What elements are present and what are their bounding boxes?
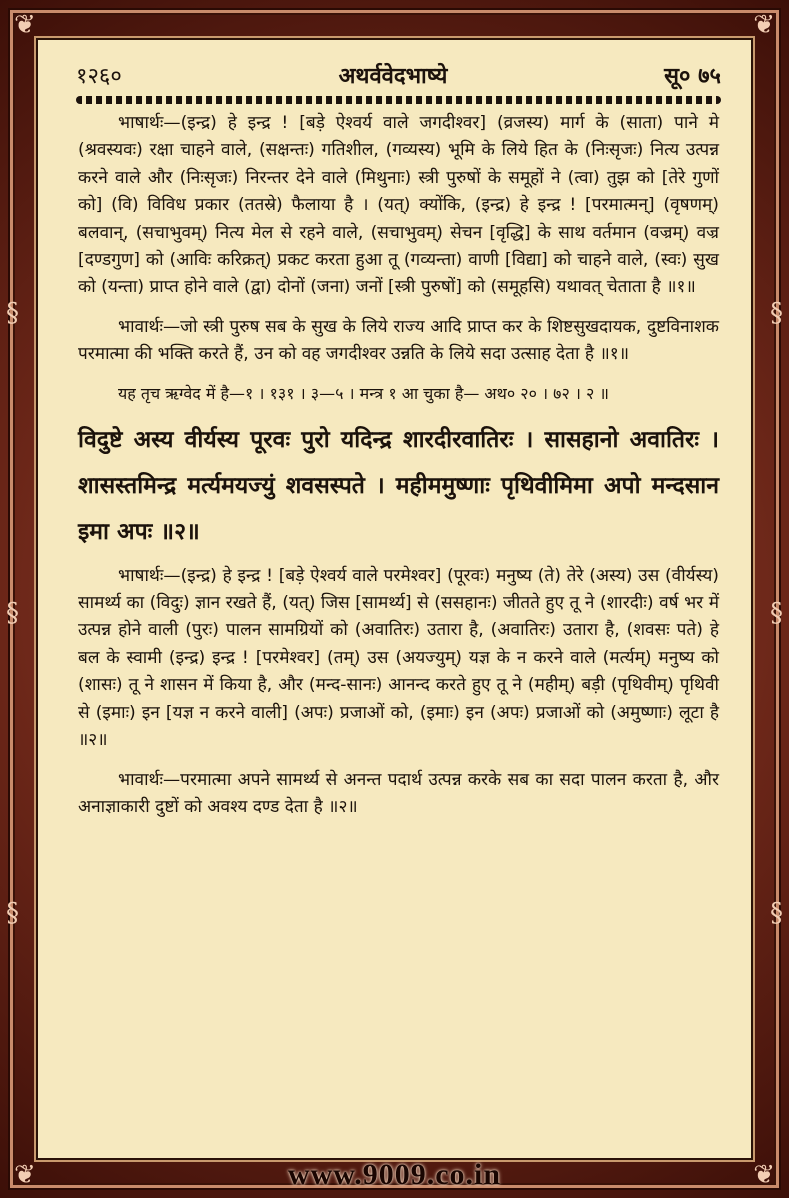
swirl-ornament-icon: § bbox=[770, 898, 783, 928]
reference-note: यह तृच ऋग्वेद में है—१ । १३१ । ३—५ । मन्त्र १ आ चुका है— अथ० २० । ७२ । २ ॥ bbox=[118, 383, 610, 403]
mantra-verse: विदुष्टे अस्य वीर्यस्य पूरवः पुरो यदिन्द्र शारदीरवातिरः । सासहानो अवातिरः । शासस्तमिन्द्र मर्त्यमयज्युं शवसस्पते । महीममुष्णाः पृथिवीमिमा अपो मन्दसान इमा अपः ॥२॥ bbox=[78, 425, 719, 545]
swirl-ornament-icon: § bbox=[6, 898, 19, 928]
scanned-page bbox=[36, 38, 753, 1160]
swirl-ornament-icon: § bbox=[6, 298, 19, 328]
page-header bbox=[76, 58, 721, 92]
swirl-ornament-icon: § bbox=[6, 598, 19, 628]
swirl-ornament-icon: § bbox=[770, 298, 783, 328]
swirl-ornament-icon: § bbox=[770, 598, 783, 628]
translation-paragraph-2: भाषार्थः—(इन्द्र) हे इन्द्र ! [बड़े ऐश्वर्य वाले परमेश्वर] (पूरवः) मनुष्य (ते) तेरे (अस्य) उस (वीर्यस्य) सामर्थ्य का (विदुः) ज्ञान रखते हैं, (यत्) जिस [सामर्थ्य] से (ससहानः) जीतते हुए तू ने (शारदीः) वर्ष भर में उत्पन्न होने वाली (पुरः) पालन सामग्रियों को (अवातिरः) उतारा है, (अवातिरः) उतारा है, (शवसः पते) हे बल के स्वामी (इन्द्र) इन्द्र ! [परमेश्वर] (तम्) उस (अयज्युम्) यज्ञ के न करने वाले (मर्त्यम्) मनुष्य को (शासः) तू ने शासन में किया है, और (मन्द-सानः) आनन्द करते हुए तू ने (महीम्) बड़ी (पृथिवीम्) पृथिवी से (इमाः) इन [यज्ञ न करने वाली] (अपः) प्रजाओं को, (इमाः) इन (अपः) प्रजाओं को (अमुष्णाः) लूटा है ॥२॥ bbox=[78, 565, 719, 751]
swirl-ornament-icon: ❦ bbox=[14, 10, 36, 40]
swirl-ornament-icon: ❦ bbox=[14, 1160, 36, 1190]
translation-paragraph-1: भाषार्थः—(इन्द्र) हे इन्द्र ! [बड़े ऐश्वर्य वाले जगदीश्वर] (व्रजस्य) मार्ग के (साता) पाने मे (श्रवस्यवः) रक्षा चाहने वाले, (सक्षन्तः) गतिशील, (गव्यस्य) भूमि के लिये हित के (निःसृजः) नित्य उत्पन्न करने वाले और (निःसृजः) निरन्तर देने वाले (मिथुनाः) स्त्री पुरुषों के समूहों ने (त्वा) तुझ को [तेरे गुणों को] (वि) विविध प्रकार (ततस्रे) फैलाया है । (यत्) क्योंकि, (इन्द्र) हे इन्द्र ! [परमात्मन्] (वृषणम्) बलवान्, (सचाभुवम्) नित्य मेल से रहने वाले, (सचाभुवम्) सेचन [वृद्धि] के साथ वर्तमान (वज्रम्) वज्र [दण्डगुण] को (आविः करिक्रत्) प्रकट करता हुआ तू (गव्यन्ता) वाणी [विद्या] को चाहने वाले, (स्वः) सुख को (यन्ता) प्राप्त होने वाले (द्वा) दोनों (जना) जनों [स्त्री पुरुषों] को (समूहसि) यथावत् चेताता है ॥१॥ bbox=[78, 113, 719, 298]
swirl-ornament-icon: ❦ bbox=[753, 10, 775, 40]
page-body bbox=[78, 110, 719, 821]
bhavartha-paragraph-2: भावार्थः—परमात्मा अपने सामर्थ्य से अनन्त पदार्थ उत्पन्न करके सब का सदा पालन करता है, और अनाज्ञाकारी दुष्टों को अवश्य दण्ड देता है ॥२॥ bbox=[78, 769, 719, 817]
sukta-number: सू० ७५ bbox=[664, 63, 721, 89]
header-divider bbox=[76, 96, 721, 104]
page-number: १२६० bbox=[76, 64, 122, 89]
watermark-url: www.9009.co.in bbox=[287, 1158, 502, 1191]
book-title: अथर्ववेदभाष्ये bbox=[338, 63, 448, 89]
bhavartha-paragraph-1: भावार्थः—जो स्त्री पुरुष सब के सुख के लिये राज्य आदि प्राप्त कर के शिष्टसुखदायक, दुष्टविनाशक परमात्मा की भक्ति करते हैं, उन को वह जगदीश्वर उन्नति के लिये सदा उत्साह देता है ॥१॥ bbox=[78, 316, 719, 365]
swirl-ornament-icon: ❦ bbox=[753, 1160, 775, 1190]
